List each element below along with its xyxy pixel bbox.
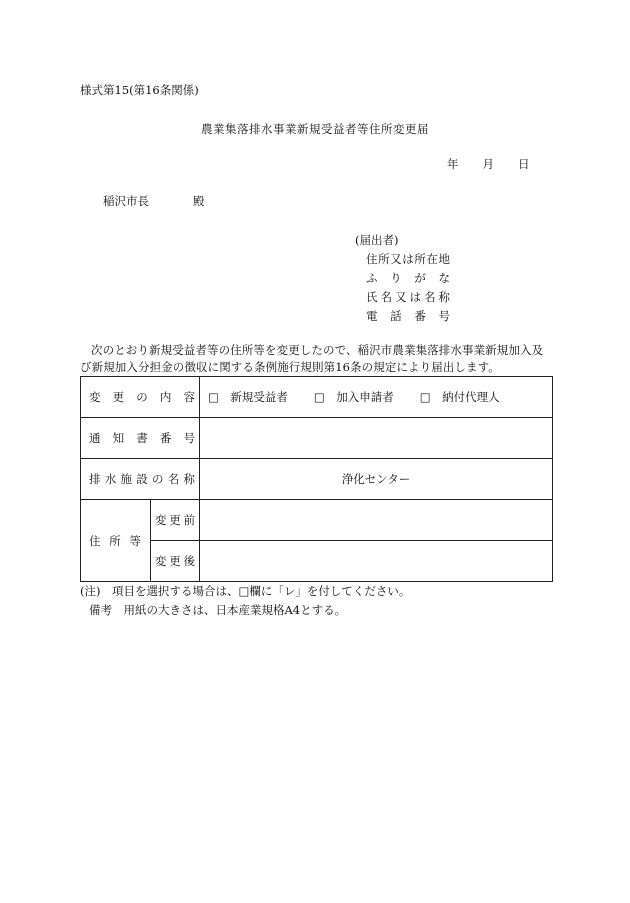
notifier-field-address: 住所又は所在地 xyxy=(366,252,450,266)
date-day: 日 xyxy=(518,157,530,171)
row-facility-name xyxy=(81,459,553,500)
notifier-field-name: 氏名又は名称 xyxy=(366,290,450,304)
address-before-field[interactable] xyxy=(200,500,553,541)
option-new-beneficiary[interactable]: □ 新規受益者 xyxy=(208,390,288,404)
after-label: 変更後 xyxy=(155,554,195,568)
addressee-name: 稲沢市長 xyxy=(103,194,149,208)
addressee-honorific: 殿 xyxy=(193,194,205,208)
option-applicant[interactable]: □ 加入申請者 xyxy=(313,390,394,404)
row-address-before xyxy=(81,500,553,541)
remark: 備考 用紙の大きさは、日本産業規格A4とする。 xyxy=(89,603,347,617)
body-text: 次のとおり新規受益者等の住所等を変更したので、稲沢市農業集落排水事業新規加入及び新規加入分担金の徴収に関する条例施行規則第16条の規定により届出します。 xyxy=(80,343,544,374)
notice-number-field[interactable] xyxy=(200,418,553,459)
row-address-after xyxy=(81,541,553,582)
change-form-table xyxy=(80,376,553,582)
notifier-block xyxy=(355,231,450,326)
date-year: 年 xyxy=(447,157,459,171)
addressee xyxy=(103,193,205,209)
date-month: 月 xyxy=(482,157,494,171)
date-line xyxy=(447,156,530,172)
facility-label: 排水施設の名称 xyxy=(89,472,195,486)
notifier-field-furigana: ふりがな xyxy=(366,271,450,285)
facility-value[interactable]: 浄化センター xyxy=(200,459,553,500)
notifier-heading: (届出者) xyxy=(355,233,399,247)
before-label: 変更前 xyxy=(155,513,195,527)
row-change-content xyxy=(81,377,553,418)
address-label: 住所等 xyxy=(89,533,141,548)
change-content-options xyxy=(200,377,553,418)
option-payment-agent[interactable]: □ 納付代理人 xyxy=(419,390,500,404)
row-notice-number xyxy=(81,418,553,459)
document-title: 農業集落排水事業新規受益者等住所変更届 xyxy=(201,122,429,136)
change-content-label: 変更の内容 xyxy=(89,390,195,404)
address-after-field[interactable] xyxy=(200,541,553,582)
notifier-field-phone: 電話番号 xyxy=(366,309,450,323)
note: (注) 項目を選択する場合は、□欄に「レ」を付してください。 xyxy=(80,584,411,598)
form-number: 様式第15(第16条関係) xyxy=(80,83,199,97)
notice-number-label: 通知書番号 xyxy=(89,431,195,445)
